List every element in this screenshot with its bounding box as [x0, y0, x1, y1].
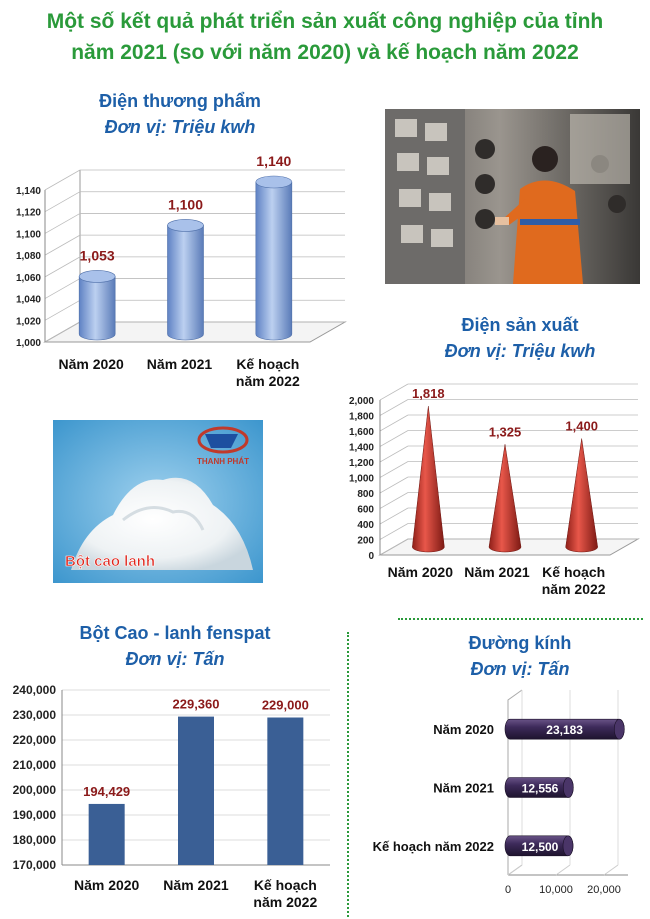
page-title-line2: năm 2021 (so với năm 2020) và kế hoạch năm 2022 [71, 41, 579, 64]
chart1-category-label: Năm 2021 [146, 356, 213, 372]
chart1-ytick-label: 1,120 [15, 207, 41, 219]
chart1-ytick-label: 1,100 [15, 229, 41, 241]
separator-vertical [347, 632, 349, 917]
kaolin-powder-photo [53, 420, 263, 583]
chart2-gridline-side [380, 400, 408, 416]
chart4-category-label: Năm 2020 [433, 722, 494, 738]
chart1-bar-top [79, 270, 115, 282]
chart2-data-label: 1,818 [412, 386, 445, 402]
chart3-category-label: Năm 2020 [73, 877, 140, 893]
chart3-bar [267, 718, 303, 866]
page-title [0, 6, 650, 68]
chart4-category-label: Kế hoạch năm 2022 [372, 838, 494, 854]
chart2-ytick-label: 1,400 [348, 442, 374, 454]
chart3-ytick-label: 180,000 [12, 833, 56, 847]
chart2-gridline-side [380, 431, 408, 447]
chart2-gridline-side [380, 508, 408, 524]
chart4-bar-end [563, 836, 573, 856]
chart4-title: Đường kính [468, 633, 572, 653]
chart1-ytick-label: 1,020 [15, 316, 41, 328]
chart1-gridline-side [45, 170, 80, 190]
chart3-title: Bột Cao - lanh fenspat [79, 623, 271, 643]
chart3-ytick-label: 210,000 [12, 758, 56, 772]
chart4-xtick-label: 0 [504, 884, 512, 896]
chart1-title-block [60, 88, 300, 140]
chart2-ytick-label: 600 [357, 504, 374, 516]
chart1-bar-top [256, 176, 292, 188]
chart2-category-label: Năm 2021 [464, 564, 530, 580]
chart2-ytick-label: 1,200 [348, 458, 374, 469]
chart4-gridline-floor [604, 865, 618, 875]
chart3-data-label: 194,429 [83, 783, 131, 799]
chart1-gridline-side [45, 300, 80, 320]
chart3-ytick-label: 170,000 [12, 858, 56, 872]
chart2-bar [489, 444, 521, 552]
chart2-gridline-side [380, 493, 408, 509]
chart3-ytick-label: 230,000 [12, 708, 56, 722]
chart4-xtick-label: 10,000 [539, 884, 573, 896]
chart2-title: Điện sản xuất [461, 315, 579, 335]
chart4-title-block [400, 630, 640, 682]
chart3-bar [178, 717, 214, 865]
chart3-ytick-label: 190,000 [12, 808, 56, 822]
chart-bot-cao-lanh [0, 680, 340, 915]
chart2-data-label: 1,400 [565, 418, 598, 434]
chart4-unit: Đơn vị: Tấn [470, 659, 570, 679]
chart1-ytick-label: 1,140 [15, 186, 41, 197]
chart2-category-label: Kế hoạch năm 2022 [541, 564, 606, 597]
page-title-line1: Một số kết quả phát triển sản xuất công nghiệp của tỉnh [46, 10, 604, 33]
chart3-data-label: 229,000 [261, 697, 309, 713]
chart1-bar [256, 182, 292, 340]
chart2-category-label: Năm 2020 [387, 564, 454, 580]
chart4-xtick-label: 20,000 [587, 884, 621, 896]
chart3-category-label: Năm 2021 [163, 877, 229, 893]
chart2-gridline-side [380, 446, 408, 462]
chart4-gridline-floor [556, 865, 570, 875]
chart3-ytick-label: 200,000 [12, 783, 56, 797]
chart4-bar-end [563, 778, 573, 798]
chart2-ytick-label: 800 [357, 489, 374, 500]
chart1-ytick-label: 1,000 [15, 338, 41, 349]
chart4-data-label: 23,183 [546, 723, 583, 738]
chart1-unit: Đơn vị: Triệu kwh [104, 117, 256, 137]
chart2-ytick-label: 1,800 [348, 411, 374, 423]
chart-duong-kinh [350, 695, 648, 917]
chart2-gridline-side [380, 462, 408, 478]
chart3-unit: Đơn vị: Tấn [125, 649, 225, 669]
chart3-ytick-label: 240,000 [12, 683, 56, 697]
chart1-ytick-label: 1,040 [15, 294, 41, 306]
chart1-bar-top [168, 219, 204, 231]
chart2-bar [412, 406, 444, 552]
chart1-bar [79, 276, 115, 340]
chart2-bar [566, 439, 598, 552]
factory-worker-photo [385, 109, 640, 284]
chart2-data-label: 1,325 [488, 424, 522, 440]
chart2-ytick-label: 200 [357, 535, 374, 547]
chart1-data-label: 1,140 [256, 153, 292, 169]
chart1-title: Điện thương phẩm [99, 91, 261, 111]
chart2-ytick-label: 1,000 [348, 473, 374, 485]
chart3-ytick-label: 220,000 [12, 733, 56, 747]
kaolin-photo-art [53, 420, 263, 583]
factory-photo-art [385, 109, 640, 284]
chart1-gridline-side [45, 192, 80, 212]
chart1-gridline-side [45, 213, 80, 233]
chart4-bar-end [614, 719, 624, 739]
chart1-data-label: 1,100 [167, 196, 204, 213]
chart2-gridline-side [380, 524, 408, 540]
chart1-ytick-label: 1,060 [15, 272, 41, 284]
logo-text: THANH PHÁT [197, 457, 249, 466]
chart1-gridline-side [45, 279, 80, 299]
kaolin-caption: Bột cao lanh [65, 553, 156, 570]
chart1-category-label: Năm 2020 [58, 356, 124, 372]
chart2-ytick-label: 1,600 [348, 427, 374, 438]
chart2-unit: Đơn vị: Triệu kwh [444, 341, 596, 361]
chart4-category-label: Năm 2021 [433, 780, 494, 796]
chart4-data-label: 12,556 [521, 781, 559, 796]
chart2-title-block [400, 312, 640, 364]
chart4-data-label: 12,500 [521, 839, 559, 854]
chart2-gridline-side [380, 415, 408, 431]
chart1-side-wall [45, 170, 80, 342]
chart2-gridline-side [380, 477, 408, 493]
chart3-data-label: 229,360 [172, 696, 220, 712]
chart2-ytick-label: 2,000 [348, 396, 374, 407]
chart1-category-label: Kế hoạch năm 2022 [235, 356, 300, 389]
chart3-bar [89, 804, 125, 865]
chart2-ytick-label: 400 [357, 520, 374, 531]
chart3-category-label: Kế hoạch năm 2022 [253, 877, 318, 910]
chart1-ytick-label: 1,080 [15, 251, 41, 263]
chart2-ytick-label: 0 [368, 551, 374, 562]
chart2-gridline-side [380, 384, 408, 400]
chart1-data-label: 1,053 [79, 247, 115, 264]
chart3-title-block [30, 620, 320, 672]
chart4-gridline-floor [508, 865, 522, 875]
chart1-bar [168, 225, 204, 340]
chart1-gridline-side [45, 257, 80, 277]
chart-dien-thuong-pham [0, 145, 350, 400]
chart1-gridline-side [45, 235, 80, 255]
separator-horizontal [398, 618, 643, 620]
chart-dien-san-xuat [340, 370, 645, 605]
